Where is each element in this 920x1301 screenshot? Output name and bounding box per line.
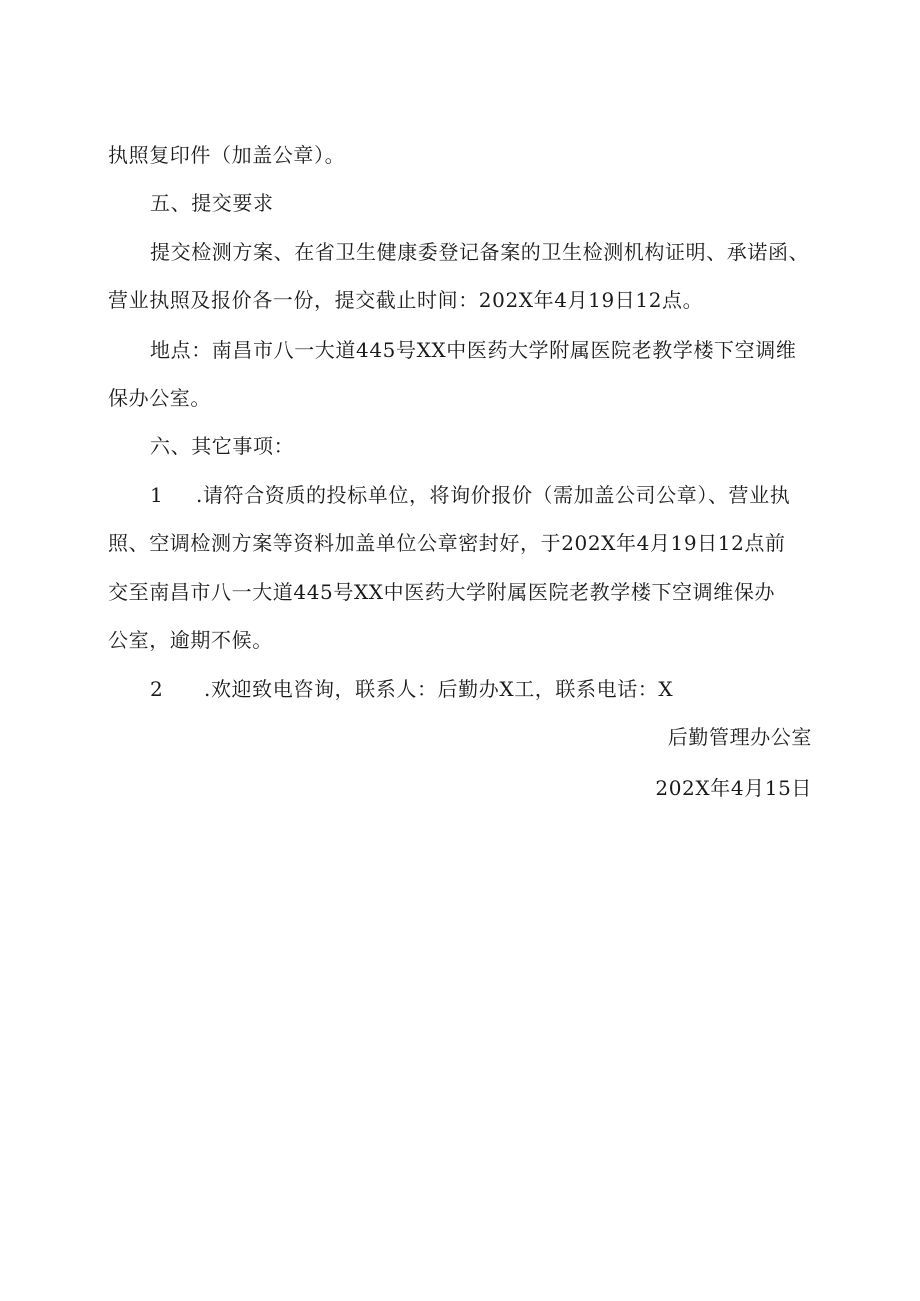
paragraph-line-6: 照、空调检测方案等资料加盖单位公章密封好，于202X年4月19日12点前	[108, 531, 786, 555]
list-item-number: 2	[150, 677, 164, 701]
paragraph-line-4: 地点：南昌市八一大道445号XX中医药大学附属医院老教学楼下空调维	[150, 338, 797, 362]
list-item-2	[150, 675, 673, 703]
list-item-number: 1	[150, 483, 164, 507]
list-item-text: .请符合资质的投标单位，将询价报价（需加盖公司公章）、营业执	[196, 483, 791, 507]
paragraph-line-7: 交至南昌市八一大道445号XX中医药大学附属医院老教学楼下空调维保办	[108, 580, 776, 604]
section-heading-6: 六、其它事项：	[150, 434, 295, 458]
paragraph-line-3: 营业执照及报价各一份，提交截止时间：202X年4月19日12点。	[108, 288, 704, 312]
paragraph-line-8: 公室，逾期不候。	[108, 628, 273, 652]
paragraph-line-1: 执照复印件（加盖公章）。	[108, 143, 346, 167]
paragraph-line-2: 提交检测方案、在省卫生健康委登记备案的卫生检测机构证明、承诺函、	[150, 240, 810, 264]
list-item-text: .欢迎致电咨询，联系人：后勤办X工，联系电话：X	[204, 677, 674, 701]
section-heading-5: 五、提交要求	[150, 191, 274, 215]
paragraph-line-5: 保办公室。	[108, 386, 211, 410]
signature-office: 后勤管理办公室	[667, 725, 812, 749]
list-item-1	[150, 481, 790, 509]
signature-date: 202X年4月15日	[655, 776, 812, 800]
